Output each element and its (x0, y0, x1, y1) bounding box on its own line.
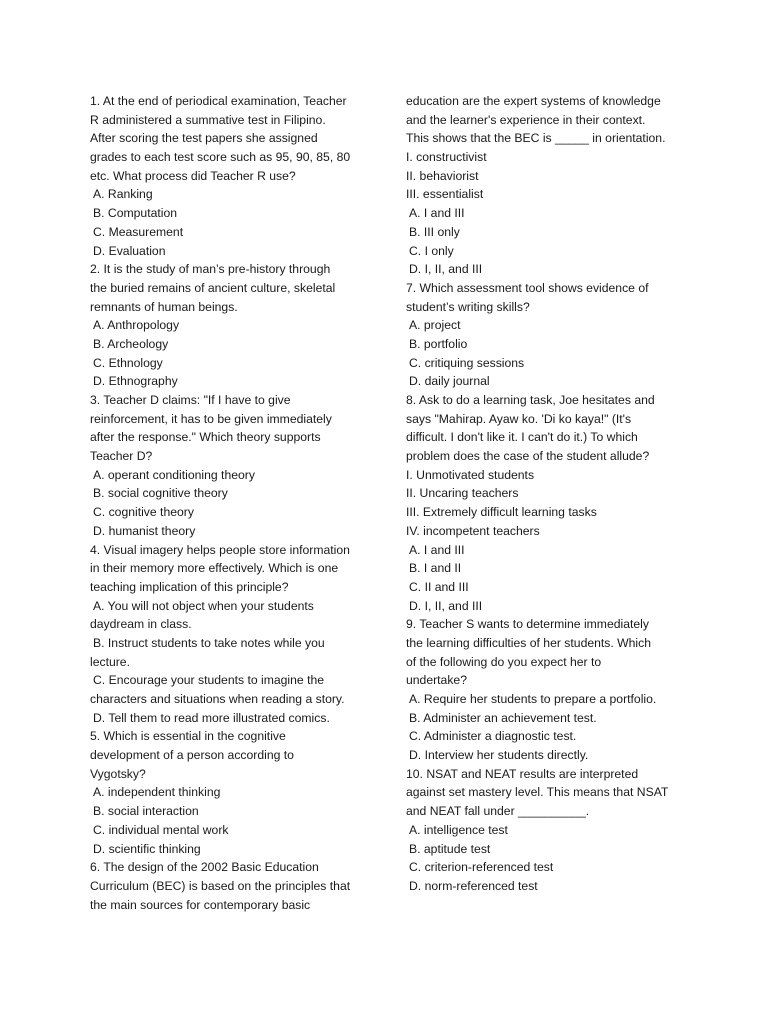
text-line: C. critiquing sessions (409, 355, 525, 370)
text-line: R administered a summative test in Filipino. (90, 112, 326, 127)
text-line: remnants of human beings. (90, 299, 238, 314)
text-line: and NEAT fall under __________. (406, 804, 590, 819)
text-line: 1. At the end of periodical examination, Teacher (90, 94, 347, 108)
text-line: C. Measurement (93, 224, 184, 239)
text-line: III. Extremely difficult learning tasks (406, 505, 597, 520)
text-line: D. humanist theory (93, 523, 196, 538)
text-line: A. independent thinking (93, 785, 221, 800)
text-line: 6. The design of the 2002 Basic Education (90, 860, 319, 875)
text-line: D. Interview her students directly. (409, 748, 589, 763)
text-line: etc. What process did Teacher R use? (90, 168, 296, 183)
text-line: A. I and III (409, 206, 465, 221)
text-line: Vygotsky? (90, 766, 146, 781)
text-line: B. social cognitive theory (93, 486, 228, 501)
text-line: B. social interaction (93, 804, 199, 819)
text-line: undertake? (406, 673, 467, 688)
text-line: daydream in class. (90, 617, 192, 632)
text-line: C. I only (409, 243, 454, 258)
text-line: C. Encourage your students to imagine the (93, 673, 325, 688)
text-line: education are the expert systems of knowledge (406, 94, 661, 108)
text-line: A. project (409, 318, 461, 333)
text-line: 3. Teacher D claims: "If I have to give (90, 393, 291, 407)
text-line: C. II and III (409, 579, 469, 594)
text-line: B. Instruct students to take notes while you (93, 635, 325, 650)
text-line: D. Ethnography (93, 374, 178, 389)
text-line: B. III only (409, 224, 460, 239)
text-line: 8. Ask to do a learning task, Joe hesitates and (406, 393, 655, 407)
text-line: B. Computation (93, 206, 178, 221)
text-line: II. Uncaring teachers (406, 486, 519, 501)
text-line: A. I and III (409, 542, 465, 557)
text-line: C. individual mental work (93, 822, 229, 837)
text-line: against set mastery level. This means that NSAT (406, 785, 669, 800)
text-line: B. Archeology (93, 336, 169, 351)
text-line: of the following do you expect her to (406, 654, 602, 669)
text-line: says "Mahirap. Ayaw ko. 'Di ko kaya!" (It's (406, 411, 632, 426)
text-line: characters and situations when reading a story. (90, 692, 345, 706)
text-line: D. Tell them to read more illustrated comics. (93, 710, 330, 725)
text-line: and the learner's experience in their context. (406, 112, 646, 127)
text-line: II. behaviorist (406, 168, 479, 183)
text-line: A. operant conditioning theory (93, 467, 255, 482)
text-line: This shows that the BEC is _____ in orientation. (406, 131, 666, 146)
text-line: grades to each test score such as 95, 90, 85, 80 (90, 150, 351, 165)
text-line: teaching implication of this principle? (90, 579, 289, 594)
text-line: 5. Which is essential in the cognitive (90, 729, 286, 744)
text-line: reinforcement, it has to be given immediately (90, 411, 332, 426)
text-line: IV. incompetent teachers (406, 523, 540, 538)
text-line: in their memory more effectively. Which is one (90, 561, 339, 576)
text-line: A. You will not object when your students (93, 598, 314, 613)
text-line: difficult. I don't like it. I can't do it.) To which (406, 430, 638, 445)
text-line: 2. It is the study of man’s pre-history through (90, 262, 331, 277)
text-line: development of a person according to (90, 748, 294, 763)
text-line: A. intelligence test (409, 822, 508, 837)
text-line: A. Require her students to prepare a portfolio. (409, 692, 657, 706)
text-line: D. daily journal (409, 374, 490, 389)
text-line: D. norm-referenced test (409, 878, 538, 893)
text-line: the learning difficulties of her students. Which (406, 635, 652, 650)
text-line: A. Anthropology (93, 318, 180, 333)
text-line: Curriculum (BEC) is based on the principles that (90, 878, 351, 893)
text-line: B. I and II (409, 561, 462, 576)
text-line: C. criterion-referenced test (409, 860, 554, 875)
text-line: 7. Which assessment tool shows evidence of (406, 280, 649, 295)
text-line: B. aptitude test (409, 841, 491, 856)
text-line: C. Ethnology (93, 355, 163, 370)
text-line: 9. Teacher S wants to determine immediately (406, 617, 649, 632)
text-line: the main sources for contemporary basic (90, 897, 311, 912)
text-line: A. Ranking (93, 187, 153, 202)
text-line: B. portfolio (409, 336, 468, 351)
text-line: C. cognitive theory (93, 505, 194, 520)
text-line: I. constructivist (406, 150, 487, 165)
text-line: B. Administer an achievement test. (409, 710, 597, 725)
text-line: D. Evaluation (93, 243, 166, 258)
text-line: lecture. (90, 654, 130, 669)
text-line: 4. Visual imagery helps people store information (90, 542, 350, 557)
text-line: C. Administer a diagnostic test. (409, 729, 577, 744)
text-line: D. scientific thinking (93, 841, 201, 856)
text-line: Teacher D? (90, 449, 153, 464)
text-line: D. I, II, and III (409, 598, 483, 613)
text-line: After scoring the test papers she assigned (90, 131, 318, 146)
text-line: problem does the case of the student allude? (406, 449, 650, 464)
text-line: after the response." Which theory supports (90, 430, 321, 445)
text-line: student’s writing skills? (406, 299, 530, 314)
text-line: the buried remains of ancient culture, skeletal (90, 280, 336, 295)
text-line: III. essentialist (406, 187, 484, 202)
left-column (90, 92, 372, 914)
text-line: I. Unmotivated students (406, 467, 535, 482)
text-line: 10. NSAT and NEAT results are interpreted (406, 766, 639, 781)
right-column (406, 92, 678, 896)
text-line: D. I, II, and III (409, 262, 483, 277)
